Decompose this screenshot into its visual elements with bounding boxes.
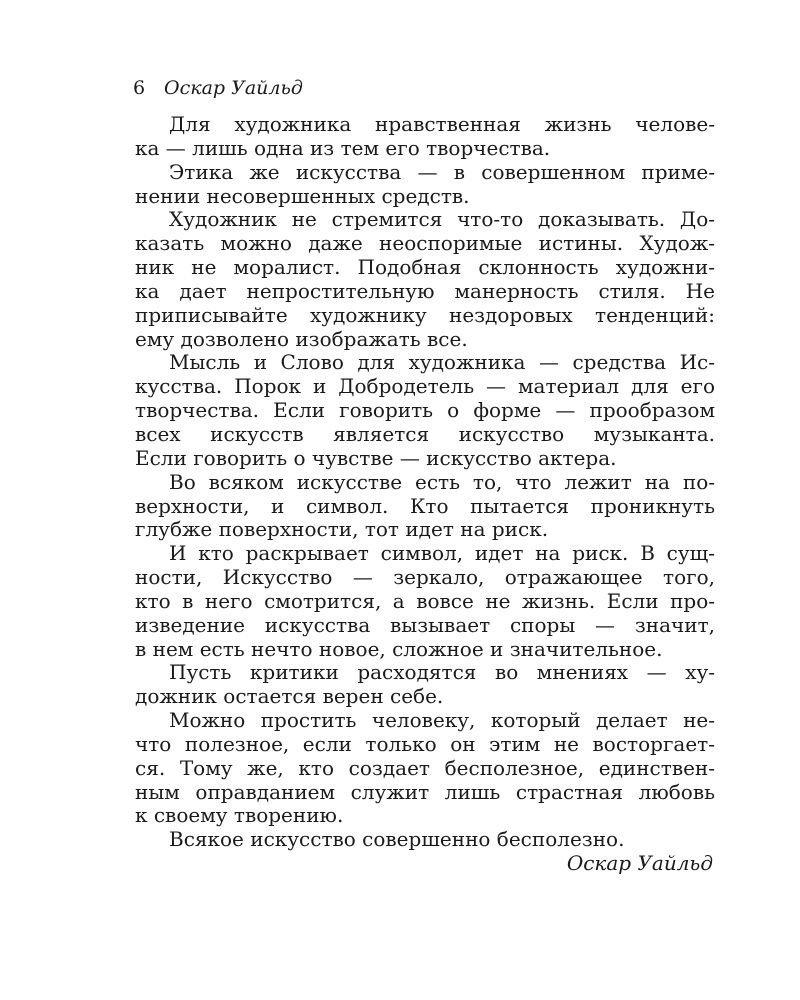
text-line: Если говорить о чувстве — искусство актера. bbox=[135, 445, 617, 470]
text-line: Мысль и Слово для художника — средства Ис- bbox=[169, 350, 715, 375]
text-line: И кто раскрывает символ, идет на риск. В сущ- bbox=[169, 541, 715, 566]
text-line: ему дозволено изображать все. bbox=[135, 326, 468, 351]
running-head-author: Оскар Уайльд bbox=[164, 77, 303, 99]
text-line: ник не моралист. Подобная склонность художни- bbox=[135, 255, 715, 280]
text-line: приписывайте художнику нездоровых тенденций: bbox=[135, 302, 715, 327]
text-line: ка — лишь одна из тем его творчества. bbox=[135, 135, 551, 160]
text-line: кто в него смотрится, а вовсе не жизнь. Если про- bbox=[135, 588, 715, 613]
text-line: Для художника нравственная жизнь челове- bbox=[169, 112, 715, 136]
text-line: Этика же искусства — в совершенном приме- bbox=[169, 159, 715, 184]
page-number: 6 bbox=[133, 77, 146, 99]
text-line: дожник остается верен себе. bbox=[135, 684, 444, 709]
text-line: ным оправданием служит лишь страстная любовь bbox=[135, 779, 715, 804]
text-line: всех искусств является искусство музыканта. bbox=[135, 421, 715, 446]
text-line: ности, Искусство — зеркало, отражающее того, bbox=[135, 565, 715, 590]
text-line: к своему творению. bbox=[135, 803, 344, 828]
signature: Оскар Уайльд bbox=[566, 851, 713, 876]
text-line: в нем есть нечто новое, сложное и значительное. bbox=[135, 636, 663, 661]
text-line: Пусть критики расходятся во мнениях — ху- bbox=[169, 660, 715, 685]
text-line: глубже поверхности, тот идет на риск. bbox=[135, 517, 549, 542]
text-line: Можно простить человеку, который делает не- bbox=[169, 708, 715, 733]
text-line: творчества. Если говорить о форме — прообразом bbox=[135, 398, 715, 423]
text-line: казать можно даже неоспоримые истины. Худож- bbox=[135, 231, 715, 256]
text-line: ка дает непростительную манерность стиля. Не bbox=[135, 278, 715, 303]
text-line: верхности, и символ. Кто пытается проникнуть bbox=[135, 493, 715, 518]
body-text bbox=[135, 113, 715, 876]
running-head bbox=[133, 76, 303, 100]
text-line: нении несовершенных средств. bbox=[135, 183, 470, 208]
text-line: ся. Тому же, кто создает бесполезное, единствен- bbox=[135, 755, 715, 780]
text-line: Во всяком искусстве есть то, что лежит на по- bbox=[169, 469, 715, 494]
text-line: Всякое искусство совершенно бесполезно. bbox=[169, 827, 625, 852]
text-line: кусства. Порок и Добродетель — материал для его bbox=[135, 374, 715, 399]
text-line: Художник не стремится что-то доказывать. До- bbox=[169, 207, 715, 232]
text-line: что полезное, если только он этим не восторгает- bbox=[135, 731, 715, 756]
text-line: изведение искусства вызывает споры — значит, bbox=[135, 612, 715, 637]
